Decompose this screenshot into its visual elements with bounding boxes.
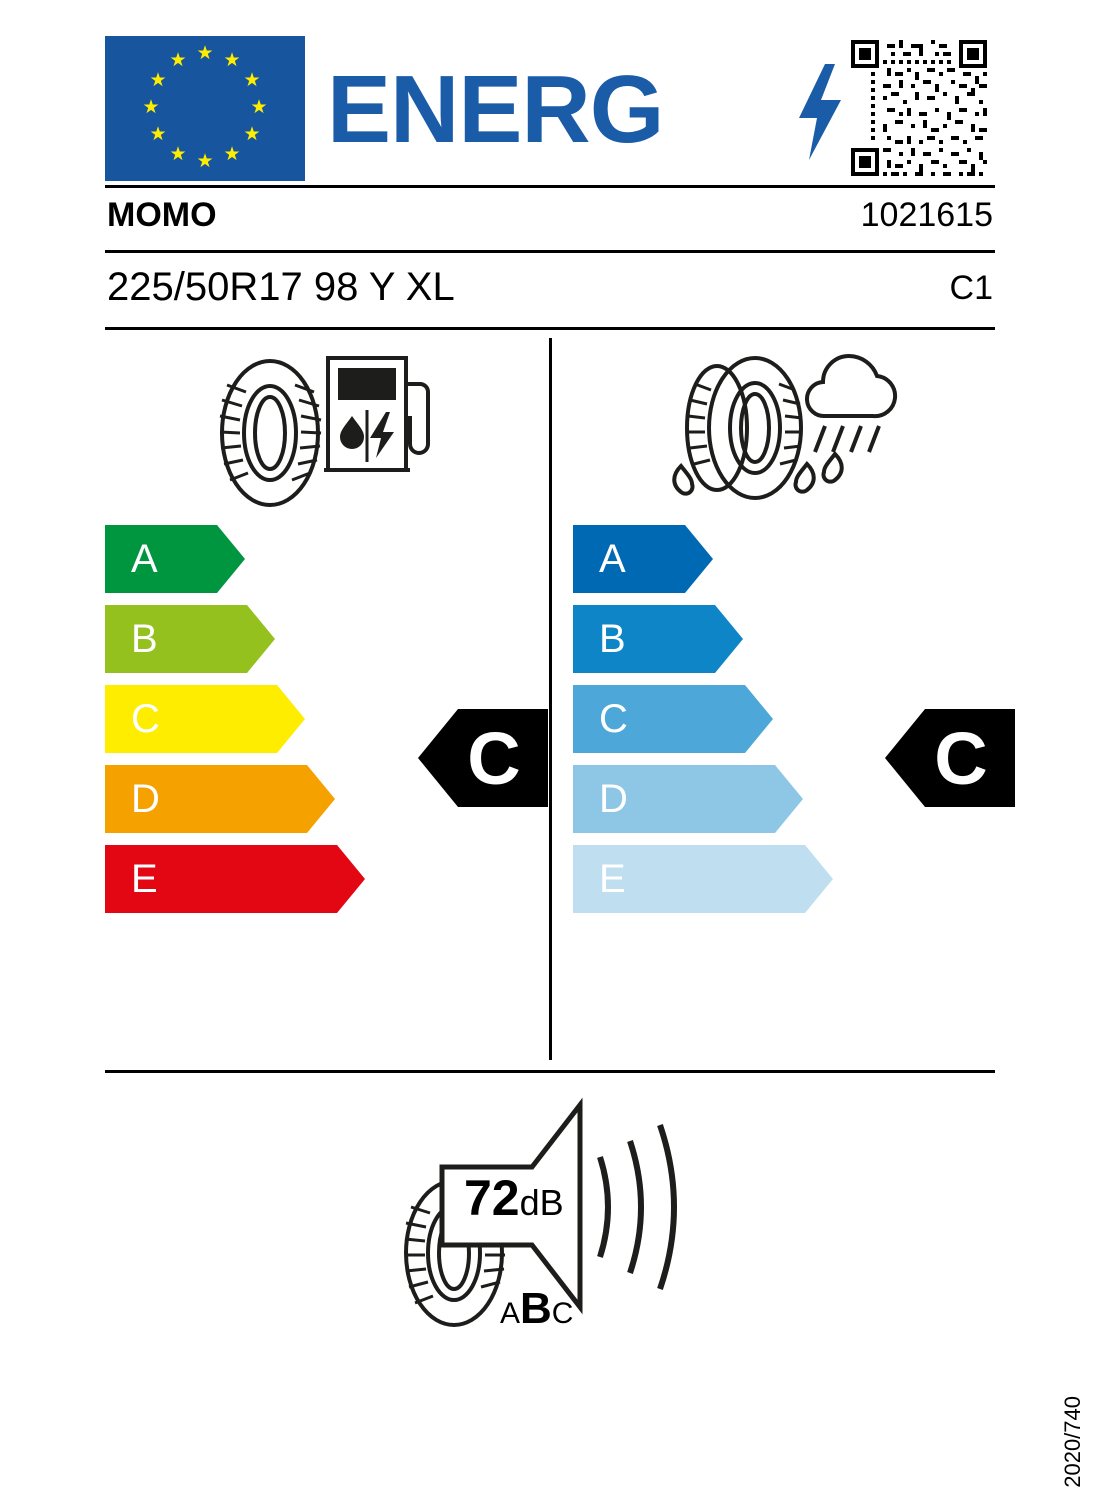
tyre-fuel-pump-icon xyxy=(200,340,440,515)
star: ★ xyxy=(149,124,167,145)
label-header xyxy=(105,30,995,185)
star: ★ xyxy=(142,97,160,118)
noise-value xyxy=(464,1170,564,1228)
star: ★ xyxy=(223,50,241,71)
grade-letter: A xyxy=(131,537,158,581)
grade-letter: E xyxy=(131,857,158,901)
noise-section xyxy=(105,1073,995,1353)
star: ★ xyxy=(169,144,187,165)
noise-class-selected: B xyxy=(520,1284,552,1333)
grade-letter: C xyxy=(599,697,628,741)
supplier-row xyxy=(105,188,995,250)
grade-letter: D xyxy=(131,777,160,821)
model-code: 1021615 xyxy=(860,196,993,234)
fuel-selected-grade-marker xyxy=(418,693,548,823)
eu-flag-icon xyxy=(105,36,305,181)
tyre-rain-cloud-icon xyxy=(655,340,905,525)
noise-db-number: 72 xyxy=(464,1170,520,1226)
grade-letter: C xyxy=(131,697,160,741)
noise-class-c: C xyxy=(551,1297,574,1330)
noise-class-scale xyxy=(500,1284,574,1333)
star: ★ xyxy=(149,70,167,91)
star: ★ xyxy=(196,43,214,64)
grade-letter: E xyxy=(599,857,626,901)
tyre-class: C1 xyxy=(949,269,993,307)
brand-name: MOMO xyxy=(107,196,217,234)
tyre-size-row xyxy=(105,253,995,327)
energy-wordmark: ENERG xyxy=(327,56,664,163)
noise-db-unit: dB xyxy=(519,1182,564,1223)
star: ★ xyxy=(243,124,261,145)
grades-section xyxy=(105,330,995,1070)
wet-selected-grade: C xyxy=(934,716,988,800)
grade-bar-shape xyxy=(573,525,713,593)
grade-letter: B xyxy=(599,617,626,661)
star: ★ xyxy=(250,97,268,118)
fuel-selected-grade: C xyxy=(467,716,521,800)
grade-letter: A xyxy=(599,537,626,581)
star: ★ xyxy=(169,50,187,71)
noise-class-a: A xyxy=(500,1297,521,1330)
eu-flag-stars xyxy=(142,43,268,172)
star: ★ xyxy=(196,151,214,172)
grade-bar-shape xyxy=(105,525,245,593)
wet-selected-grade-marker xyxy=(885,693,1015,823)
lightning-bolt-icon xyxy=(795,64,843,160)
qr-code-icon xyxy=(847,36,995,184)
tyre-loudspeaker-icon xyxy=(382,1095,702,1345)
grade-letter: D xyxy=(599,777,628,821)
tyre-size: 225/50R17 98 Y XL xyxy=(107,265,455,309)
vertical-divider xyxy=(549,338,552,1060)
star: ★ xyxy=(243,70,261,91)
regulation-reference: 2020/740 xyxy=(1060,1396,1085,1488)
eu-tyre-label xyxy=(105,30,995,1390)
star: ★ xyxy=(223,144,241,165)
grade-letter: B xyxy=(131,617,158,661)
